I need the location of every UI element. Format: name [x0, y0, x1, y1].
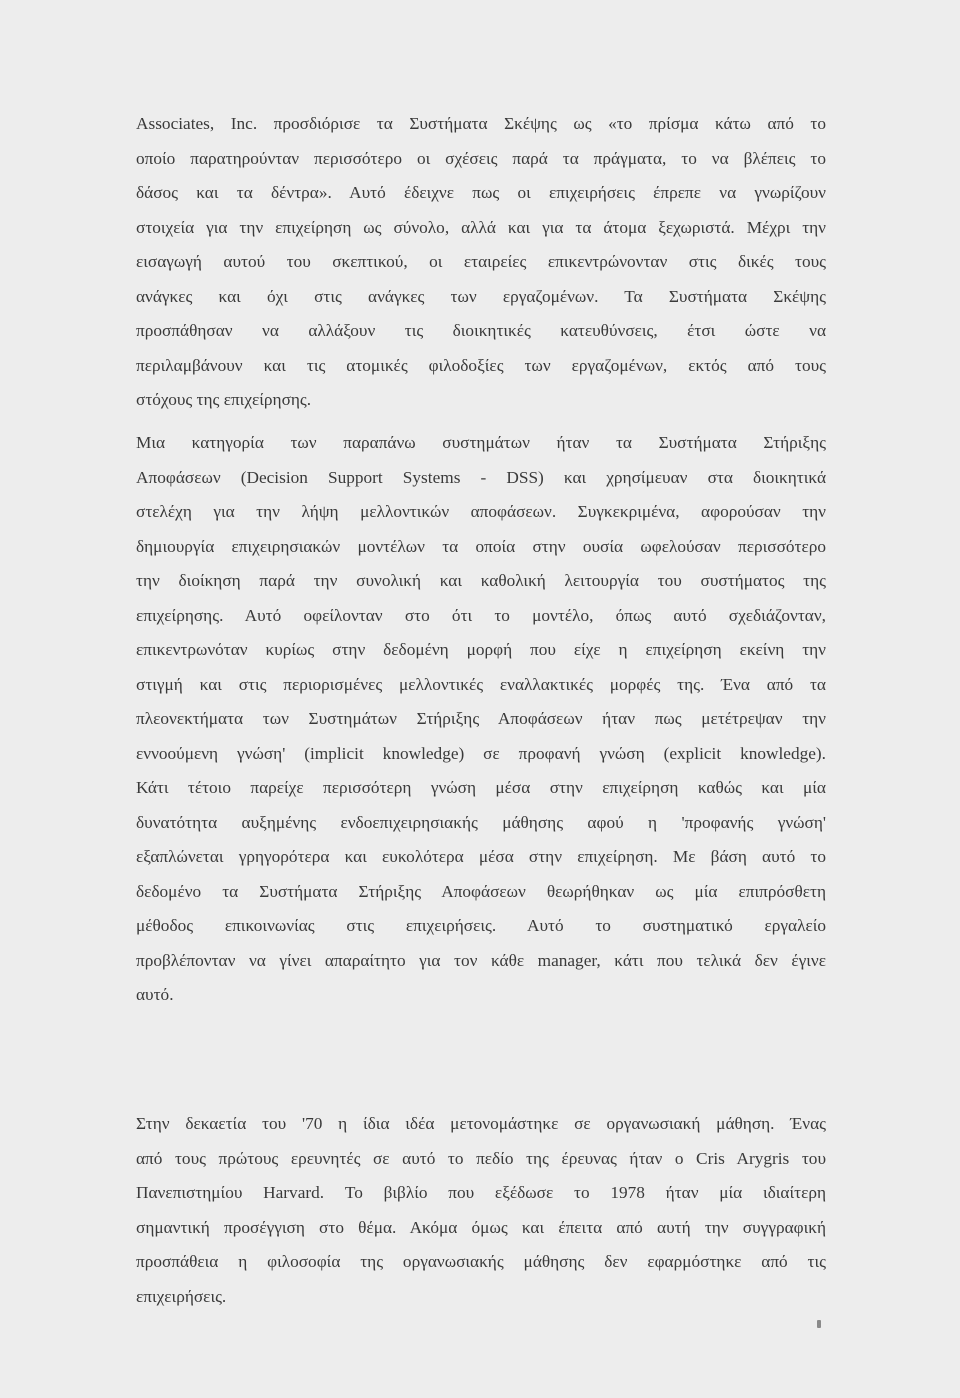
paragraph-1-line: περιλαμβάνουν και τις ατομικές φιλοδοξίες των εργαζομένων, εκτός από τους	[136, 355, 826, 375]
paragraph-1-line: προσπάθησαν να αλλάξουν τις διοικητικές κατευθύνσεις, έτσι ώστε να	[136, 321, 826, 340]
paragraph-1-line: στόχους της επιχείρησης.	[136, 390, 312, 409]
paragraph-2-line: επικεντρωνόταν κυρίως στην δεδομένη μορφή που είχε η επιχείρηση εκείνη την	[136, 640, 826, 659]
paragraph-3-line: σημαντική προσέγγιση στο θέμα. Ακόμα όμως και έπειτα από αυτή την συγγραφική	[136, 1217, 826, 1237]
paragraph-1-line: εισαγωγή αυτού του σκεπτικού, οι εταιρείες επικεντρώνονταν στις δικές τους	[136, 252, 826, 271]
scan-artifact-mark	[817, 1320, 821, 1328]
paragraph-1-line: οποίο παρατηρούνταν περισσότερο οι σχέσεις παρά τα πράγματα, το να βλέπεις το	[136, 148, 826, 168]
paragraph-3-line: Στην δεκαετία του '70 η ίδια ιδέα μετονομάστηκε σε οργανωσιακή μάθηση. Ένας	[136, 1114, 826, 1133]
paragraph-2-line: πλεονεκτήματα των Συστημάτων Στήριξης Αποφάσεων ήταν πως μετέτρεψαν την	[136, 709, 826, 728]
paragraph-2-line: δεδομένο τα Συστήματα Στήριξης Αποφάσεων θεωρήθηκαν ως μία επιπρόσθετη	[136, 881, 826, 901]
paragraph-2-line: στιγμή και στις περιορισμένες μελλοντικές εναλλακτικές μορφές της. Ένα από τα	[136, 674, 826, 694]
paragraph-1-line: δάσος και τα δέντρα». Αυτό έδειχνε πως οι επιχειρήσεις έπρεπε να γνωρίζουν	[136, 183, 826, 202]
paragraph-2-line: προβλέπονταν να γίνει απαραίτητο για τον κάθε manager, κάτι που τελικά δεν έγινε	[136, 950, 826, 970]
paragraph-2-line: δυνατότητα αυξημένης ενδοεπιχειρησιακής μάθησης αφού η 'προφανής γνώση'	[136, 812, 826, 832]
paragraph-3-line: από τους πρώτους ερευνητές σε αυτό το πεδίο της έρευνας ήταν ο Cris Arygris του	[136, 1148, 826, 1168]
paragraph-1	[136, 107, 826, 418]
paragraph-2-line: στελέχη για την λήψη μελλοντικών αποφάσεων. Συγκεκριμένα, αφορούσαν την	[136, 502, 826, 521]
paragraph-1-line: ανάγκες και όχι στις ανάγκες των εργαζομένων. Τα Συστήματα Σκέψης	[136, 286, 826, 306]
paragraph-2-line: επιχείρησης. Αυτό οφείλονταν στο ότι το μοντέλο, όπως αυτό σχεδιάζονταν,	[136, 605, 826, 625]
paragraph-2	[136, 426, 826, 1013]
paragraph-2-line: την διοίκηση παρά την συνολική και καθολική λειτουργία του συστήματος της	[136, 571, 826, 590]
paragraph-2-line: αυτό.	[136, 985, 174, 1004]
paragraph-3	[136, 1107, 826, 1314]
paragraph-2-line: Κάτι τέτοιο παρείχε περισσότερη γνώση μέσα στην επιχείρηση καθώς και μία	[136, 778, 826, 797]
paragraph-1-line: στοιχεία για την επιχείρηση ως σύνολο, αλλά και για τα άτομα ξεχωριστά. Μέχρι την	[136, 217, 826, 237]
paragraph-2-line: μέθοδος επικοινωνίας στις επιχειρήσεις. Αυτό το συστηματικό εργαλείο	[136, 916, 826, 935]
paragraph-3-line: επιχειρήσεις.	[136, 1286, 227, 1306]
paragraph-3-line: Πανεπιστημίου Harvard. Το βιβλίο που εξέδωσε το 1978 ήταν μία ιδιαίτερη	[136, 1183, 826, 1202]
paragraph-2-line: δημιουργία επιχειρησιακών μοντέλων τα οποία στην ουσία ωφελούσαν περισσότερο	[136, 536, 826, 556]
paragraph-1-line: Associates, Inc. προσδιόρισε τα Συστήματα Σκέψης ως «το πρίσμα κάτω από το	[136, 114, 826, 133]
paragraph-2-line: εξαπλώνεται γρηγορότερα και ευκολότερα μέσα στην επιχείρηση. Με βάση αυτό το	[136, 847, 826, 866]
paragraph-2-line: Αποφάσεων (Decision Support Systems - DSS) και χρησίμευαν στα διοικητικά	[136, 467, 826, 487]
paragraph-2-line: εννοούμενη γνώση' (implicit knowledge) σε προφανή γνώση (explicit knowledge).	[136, 743, 826, 763]
paragraph-3-line: προσπάθεια η φιλοσοφία της οργανωσιακής μάθησης δεν εφαρμόστηκε από τις	[136, 1252, 826, 1271]
paragraph-2-line: Μια κατηγορία των παραπάνω συστημάτων ήταν τα Συστήματα Στήριξης	[136, 433, 826, 452]
